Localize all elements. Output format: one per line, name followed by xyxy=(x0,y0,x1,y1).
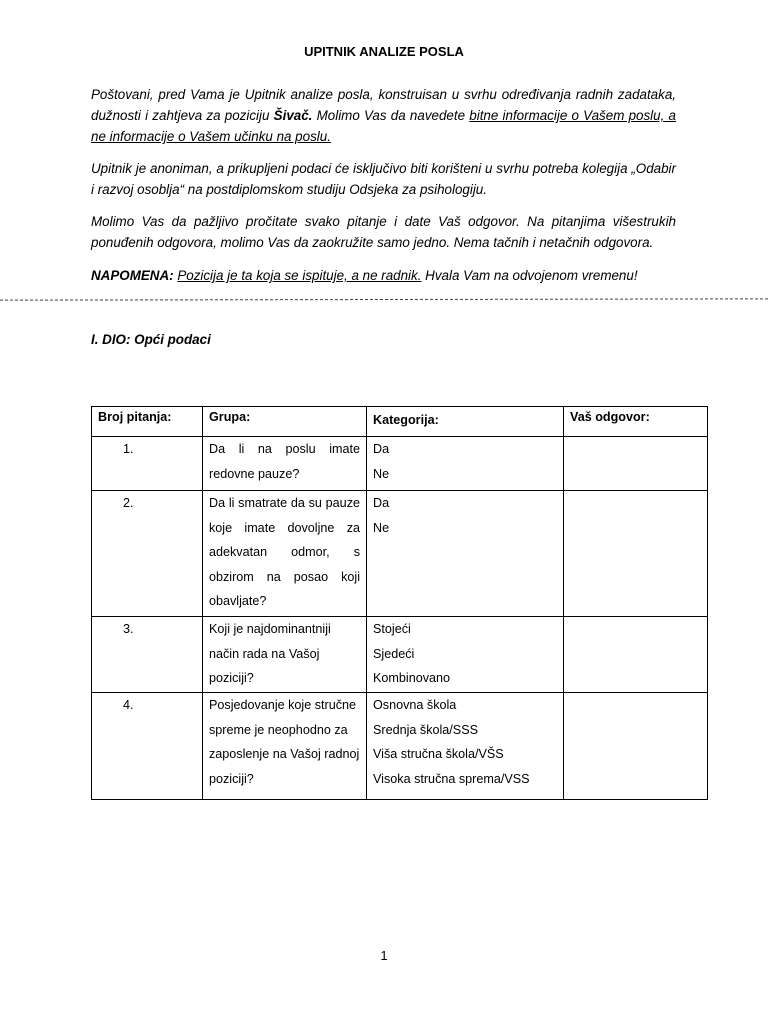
note-rest-text: Hvala Vam na odvojenom vremenu! xyxy=(421,268,638,283)
header-category: Kategorija: xyxy=(367,407,564,437)
answer-options xyxy=(367,693,564,800)
answer-option[interactable]: Ne xyxy=(373,466,390,481)
answer-cell[interactable] xyxy=(564,693,708,800)
questionnaire-table xyxy=(91,406,708,800)
intro-paragraph-2: Upitnik je anoniman, a prikupljeni podaci će isključivo biti korišteni u svrhu potreba kolegija „Odabir i razvoj osoblja“ na postdiplomskom studiju Odsjeka za psihologiju. xyxy=(91,161,676,197)
answer-option[interactable]: Visoka stručna sprema/VSS xyxy=(373,771,530,786)
answer-option[interactable]: Kombinovano xyxy=(373,671,451,685)
header-group: Grupa: xyxy=(203,407,367,437)
intro-paragraph-1 xyxy=(91,84,676,147)
intro-underlined-text: bitne informacije o Vašem poslu, a ne informacije o Vašem učinku na poslu. xyxy=(91,108,676,144)
table-row xyxy=(92,437,708,491)
question-text: Koji je najdominantniji način rada na Vašoj poziciji? xyxy=(203,617,367,693)
answer-options xyxy=(367,437,564,491)
table-row xyxy=(92,693,708,800)
header-question-number: Broj pitanja: xyxy=(92,407,203,437)
table-row xyxy=(92,617,708,693)
table-header-row xyxy=(92,407,708,437)
intro-paragraph-3: Molimo Vas da pažljivo pročitate svako pitanje i date Vaš odgovor. Na pitanjima višestrukih ponuđenih odgovora, molimo Vas da zaokružite samo jedno. Nema tačnih i netačnih odgovora. xyxy=(91,214,676,250)
answer-option[interactable]: Srednja škola/SSS xyxy=(373,722,479,737)
answer-cell[interactable] xyxy=(564,491,708,617)
position-name: Šivač. xyxy=(273,108,313,123)
page-number: 1 xyxy=(380,948,388,963)
cut-line-divider xyxy=(0,298,768,300)
question-number: 3. xyxy=(92,617,203,693)
question-number: 2. xyxy=(92,491,203,617)
question-text: Da li na poslu imate redovne pauze? xyxy=(203,437,367,491)
question-text: Da li smatrate da su pauze koje imate dovoljne za adekvatan odmor, s obzirom na posao koji obavljate? xyxy=(203,491,367,617)
note-label: NAPOMENA: xyxy=(91,268,174,283)
section-title: I. DIO: Opći podaci xyxy=(91,332,211,347)
intro-text-b: Molimo Vas da navedete xyxy=(312,108,470,123)
document-title: UPITNIK ANALIZE POSLA xyxy=(304,44,464,59)
table-row xyxy=(92,491,708,617)
question-number: 1. xyxy=(92,437,203,491)
intro-text-a: Poštovani, pred Vama je Upitnik analize posla, konstruisan u svrhu određivanja radnih zadataka, dužnosti i zahtjeva za poziciju xyxy=(91,87,676,123)
answer-option[interactable]: Stojeći xyxy=(373,622,411,636)
answer-options xyxy=(367,617,564,693)
question-text: Posjedovanje koje stručne spreme je neophodno za zaposlenje na Vašoj radnoj poziciji? xyxy=(203,693,367,800)
note-underlined-text: Pozicija je ta koja se ispituje, a ne radnik. xyxy=(177,268,422,283)
answer-option[interactable]: Da xyxy=(373,442,390,456)
answer-option[interactable]: Ne xyxy=(373,520,390,535)
answer-option[interactable]: Osnovna škola xyxy=(373,698,457,712)
answer-cell[interactable] xyxy=(564,617,708,693)
answer-options xyxy=(367,491,564,617)
note-paragraph xyxy=(91,265,676,286)
answer-option[interactable]: Sjedeći xyxy=(373,646,415,661)
answer-cell[interactable] xyxy=(564,437,708,491)
question-number: 4. xyxy=(92,693,203,800)
answer-option[interactable]: Da xyxy=(373,496,390,510)
header-your-answer: Vaš odgovor: xyxy=(564,407,708,437)
answer-option[interactable]: Viša stručna škola/VŠS xyxy=(373,747,504,761)
